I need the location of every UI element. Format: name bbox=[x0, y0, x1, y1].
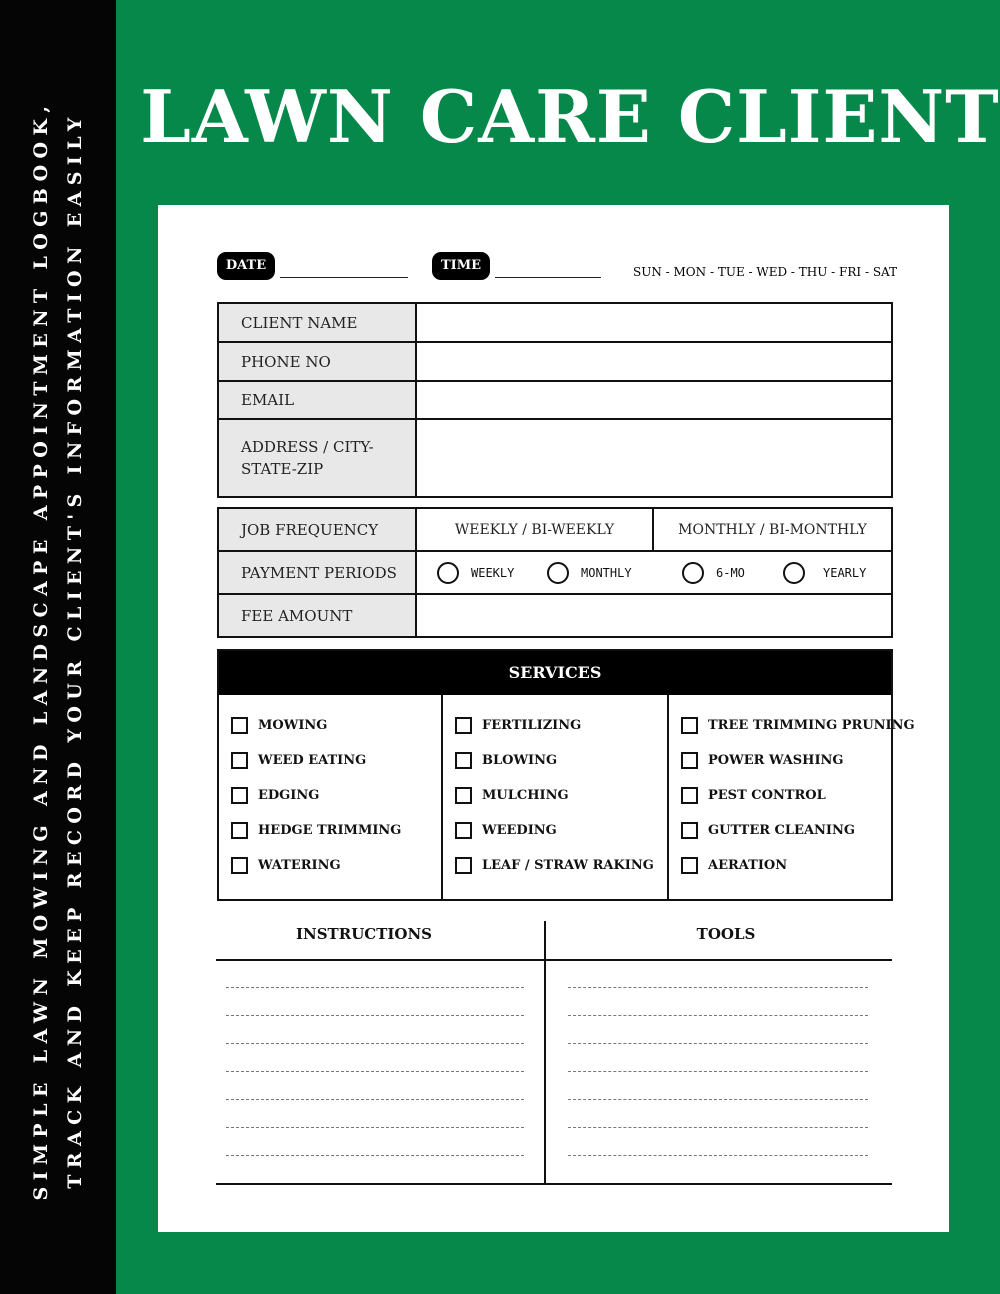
email-label: EMAIL bbox=[218, 381, 416, 419]
tools-heading: TOOLS bbox=[696, 925, 756, 943]
instructions-line bbox=[226, 1155, 524, 1156]
service-label: AERATION bbox=[708, 858, 788, 873]
service-label: WATERING bbox=[258, 858, 341, 873]
service-mulching[interactable] bbox=[455, 787, 569, 804]
service-label: BLOWING bbox=[482, 753, 558, 768]
checkbox-icon bbox=[231, 717, 248, 734]
cover-title: LAWN CARE CLIENT bbox=[140, 74, 1000, 159]
payment-monthly-radio[interactable] bbox=[547, 562, 632, 584]
services-column-2 bbox=[441, 695, 667, 901]
service-label: GUTTER CLEANING bbox=[708, 823, 855, 838]
service-label: TREE TRIMMING PRUNING bbox=[708, 718, 915, 733]
address-field[interactable] bbox=[416, 419, 892, 497]
instructions-line bbox=[226, 1043, 524, 1044]
cover-spine bbox=[0, 0, 116, 1294]
time-label: TIME bbox=[432, 252, 490, 280]
service-mowing[interactable] bbox=[231, 717, 327, 734]
client-info-table bbox=[217, 302, 893, 498]
service-tree-trimming[interactable] bbox=[681, 717, 915, 734]
radio-circle-icon bbox=[437, 562, 459, 584]
notes-bottom-rule bbox=[216, 1183, 892, 1185]
checkbox-icon bbox=[231, 822, 248, 839]
service-aeration[interactable] bbox=[681, 857, 787, 874]
instructions-line bbox=[226, 1071, 524, 1072]
service-label: HEDGE TRIMMING bbox=[258, 823, 402, 838]
service-label: LEAF / STRAW RAKING bbox=[482, 858, 654, 873]
services-panel bbox=[217, 649, 915, 901]
address-label-line-2: STATE-ZIP bbox=[241, 460, 324, 478]
payment-yearly-radio[interactable] bbox=[783, 562, 866, 584]
radio-circle-icon bbox=[783, 562, 805, 584]
instructions-line bbox=[226, 987, 524, 988]
services-heading: SERVICES bbox=[219, 651, 891, 695]
service-label: MOWING bbox=[258, 718, 328, 733]
service-pest-control[interactable] bbox=[681, 787, 826, 804]
notes-header-divider bbox=[216, 959, 892, 961]
services-column-1 bbox=[219, 695, 441, 901]
phone-field[interactable] bbox=[416, 342, 892, 381]
checkbox-icon bbox=[455, 822, 472, 839]
service-edging[interactable] bbox=[231, 787, 319, 804]
date-label: DATE bbox=[217, 252, 275, 280]
payment-yearly-label: YEARLY bbox=[823, 566, 867, 580]
tools-line bbox=[568, 1099, 868, 1100]
service-power-washing[interactable] bbox=[681, 752, 844, 769]
service-blowing[interactable] bbox=[455, 752, 557, 769]
address-label bbox=[218, 419, 416, 497]
checkbox-icon bbox=[681, 787, 698, 804]
payment-weekly-label: WEEKLY bbox=[471, 566, 515, 580]
frequency-monthly-option[interactable]: MONTHLY / BI-MONTHLY bbox=[653, 508, 892, 551]
radio-circle-icon bbox=[682, 562, 704, 584]
instructions-line bbox=[226, 1015, 524, 1016]
phone-label: PHONE NO bbox=[218, 342, 416, 381]
service-label: POWER WASHING bbox=[708, 753, 844, 768]
tools-line bbox=[568, 1127, 868, 1128]
checkbox-icon bbox=[455, 787, 472, 804]
checkbox-icon bbox=[455, 857, 472, 874]
checkbox-icon bbox=[231, 752, 248, 769]
service-weeding[interactable] bbox=[455, 822, 557, 839]
service-leaf-straw-raking[interactable] bbox=[455, 857, 654, 874]
form-sheet bbox=[158, 205, 949, 1232]
checkbox-icon bbox=[681, 857, 698, 874]
service-label: WEEDING bbox=[482, 823, 557, 838]
payment-weekly-radio[interactable] bbox=[437, 562, 514, 584]
instructions-line bbox=[226, 1127, 524, 1128]
notes-column-divider bbox=[544, 921, 546, 1183]
payment-periods-options bbox=[416, 551, 892, 594]
checkbox-icon bbox=[681, 822, 698, 839]
tools-line bbox=[568, 1015, 868, 1016]
service-label: WEED EATING bbox=[258, 753, 367, 768]
service-label: EDGING bbox=[258, 788, 320, 803]
payment-periods-label: PAYMENT PERIODS bbox=[218, 551, 416, 594]
spine-subtitle bbox=[24, 60, 92, 1240]
job-frequency-label: JOB FREQUENCY bbox=[218, 508, 416, 551]
service-watering[interactable] bbox=[231, 857, 341, 874]
instructions-line bbox=[226, 1099, 524, 1100]
fee-amount-label: FEE AMOUNT bbox=[218, 594, 416, 637]
tools-line bbox=[568, 1155, 868, 1156]
tools-line bbox=[568, 987, 868, 988]
checkbox-icon bbox=[231, 857, 248, 874]
time-line[interactable] bbox=[495, 277, 601, 278]
tools-line bbox=[568, 1043, 868, 1044]
payment-monthly-label: MONTHLY bbox=[581, 566, 632, 580]
instructions-heading: INSTRUCTIONS bbox=[296, 925, 432, 943]
radio-circle-icon bbox=[547, 562, 569, 584]
service-label: MULCHING bbox=[482, 788, 569, 803]
service-weed-eating[interactable] bbox=[231, 752, 366, 769]
checkbox-icon bbox=[455, 717, 472, 734]
spine-subtitle-line-2: TRACK AND KEEP RECORD YOUR CLIENT'S INFORMATION EASILY bbox=[64, 111, 86, 1189]
date-line[interactable] bbox=[280, 277, 408, 278]
fee-amount-field[interactable] bbox=[416, 594, 892, 637]
checkbox-icon bbox=[681, 752, 698, 769]
services-column-3 bbox=[667, 695, 915, 901]
service-fertilizing[interactable] bbox=[455, 717, 581, 734]
email-field[interactable] bbox=[416, 381, 892, 419]
frequency-weekly-option[interactable]: WEEKLY / BI-WEEKLY bbox=[416, 508, 653, 551]
job-info-table bbox=[217, 507, 893, 638]
address-label-line-1: ADDRESS / CITY- bbox=[241, 438, 374, 456]
tools-line bbox=[568, 1071, 868, 1072]
client-name-field[interactable] bbox=[416, 303, 892, 342]
client-name-label: CLIENT NAME bbox=[218, 303, 416, 342]
spine-subtitle-line-1: SIMPLE LAWN MOWING AND LANDSCAPE APPOINTMENT LOGBOOK, bbox=[30, 99, 52, 1201]
service-label: FERTILIZING bbox=[482, 718, 582, 733]
checkbox-icon bbox=[231, 787, 248, 804]
weekday-selector: SUN - MON - TUE - WED - THU - FRI - SAT bbox=[633, 265, 898, 279]
payment-6mo-radio[interactable] bbox=[682, 562, 745, 584]
checkbox-icon bbox=[455, 752, 472, 769]
checkbox-icon bbox=[681, 717, 698, 734]
service-gutter-cleaning[interactable] bbox=[681, 822, 855, 839]
service-label: PEST CONTROL bbox=[708, 788, 826, 803]
service-hedge-trimming[interactable] bbox=[231, 822, 401, 839]
payment-6mo-label: 6-MO bbox=[716, 566, 745, 580]
